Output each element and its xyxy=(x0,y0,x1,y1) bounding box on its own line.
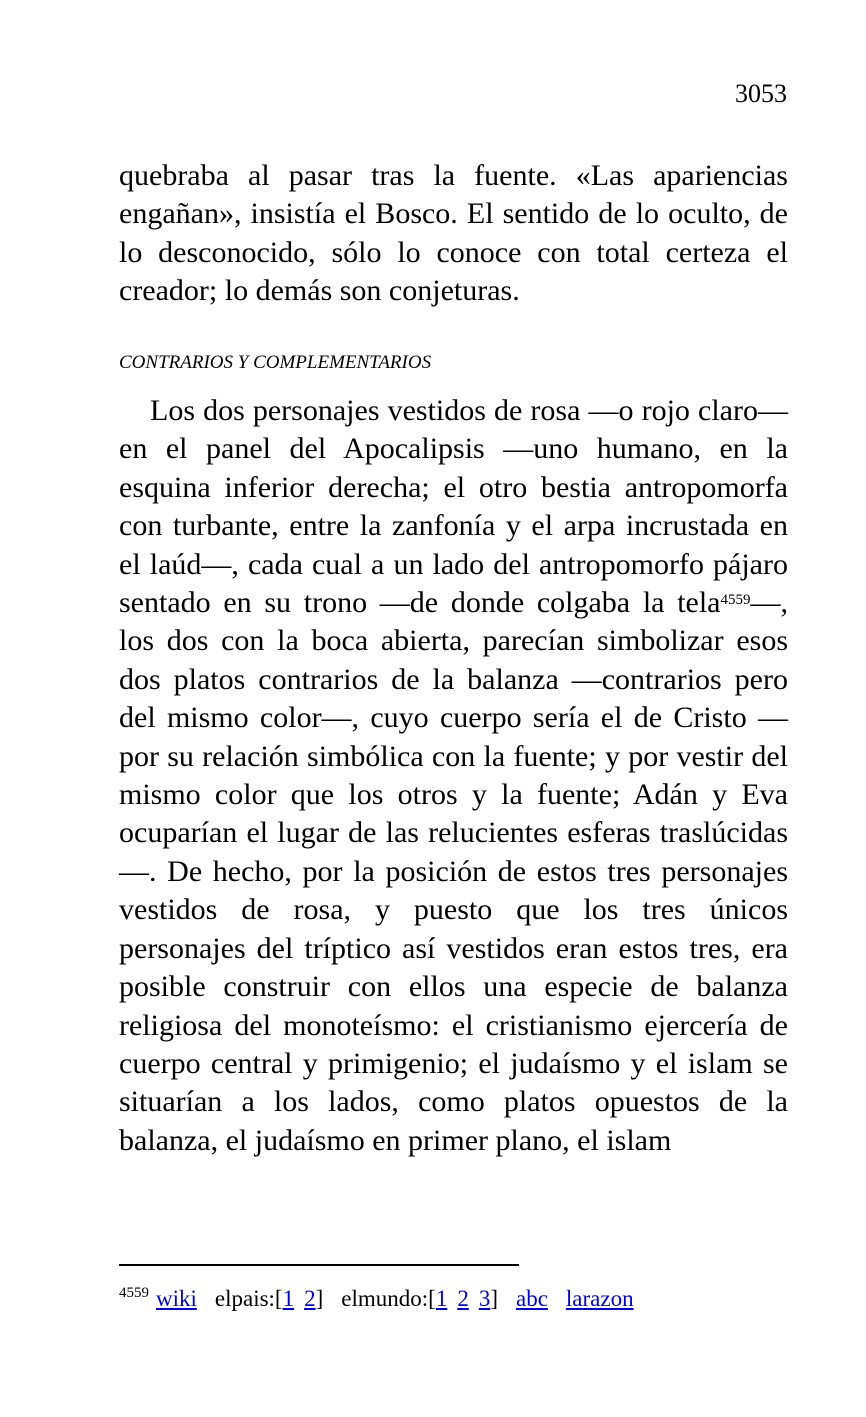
paragraph-text-before-ref: Los dos personajes vestidos de rosa —o rojo claro— en el panel del Apocalipsis —uno humano, en la esquina inferior derecha; el otro bestia antropomorfa con turbante, entre la zanfonía y el arpa incrustada en el laúd—, cada cual a un lado del antropomorfo pájaro sentado en su trono —de donde colgaba la tela xyxy=(119,394,788,620)
paragraph-main xyxy=(119,392,788,1160)
abc-link[interactable]: abc xyxy=(515,1286,548,1311)
larazon-link[interactable]: larazon xyxy=(565,1286,634,1311)
footnote-reference[interactable]: 4559 xyxy=(720,592,751,609)
elmundo-label: elmundo:[ xyxy=(341,1286,436,1311)
wiki-link[interactable]: wiki xyxy=(156,1286,197,1311)
footnote-number: 4559 xyxy=(119,1285,149,1301)
paragraph-text xyxy=(119,392,788,1160)
paragraph-continuation xyxy=(119,157,788,311)
page-number: 3053 xyxy=(735,79,787,108)
footnote-divider xyxy=(119,1264,519,1266)
elpais-link-2[interactable]: 2 xyxy=(304,1286,316,1311)
elpais-close-bracket: ] xyxy=(315,1286,324,1311)
elpais-link-1[interactable]: 1 xyxy=(282,1286,295,1311)
paragraph-text: quebraba al pasar tras la fuente. «Las apariencias engañan», insistía el Bosco. El sentido de lo oculto, de lo desconocido, sólo lo conoce con total certeza el creador; lo demás son conjeturas. xyxy=(119,159,788,308)
elmundo-link-2[interactable]: 2 xyxy=(457,1286,469,1311)
elmundo-link-1[interactable]: 1 xyxy=(435,1286,448,1311)
elpais-label: elpais:[ xyxy=(214,1286,283,1311)
elmundo-link-3[interactable]: 3 xyxy=(478,1286,491,1311)
elmundo-close-bracket: ] xyxy=(490,1286,498,1311)
footnote xyxy=(119,1284,634,1314)
section-heading: CONTRARIOS Y COMPLEMENTARIOS xyxy=(119,352,432,373)
paragraph-text-after-ref: —, los dos con la boca abierta, parecían simbolizar esos dos platos contrarios de la balanza —contrarios pero del mismo color—, cuyo cuerpo sería el de Cristo —por su relación simbólica con la fuente; y por vestir del mismo color que los otros y la fuente; Adán y Eva ocuparían el lugar de las relucientes esferas traslúcidas—. De hecho, por la posición de estos tres personajes vestidos de rosa, y puesto que los tres únicos personajes del tríptico así vestidos eran estos tres, era posible construir con ellos una especie de balanza religiosa del monoteísmo: el cristianismo ejercería de cuerpo central y primigenio; el judaísmo y el islam se situarían a los lados, como platos opuestos de la balanza, el judaísmo en primer plano, el islam xyxy=(119,586,788,1157)
